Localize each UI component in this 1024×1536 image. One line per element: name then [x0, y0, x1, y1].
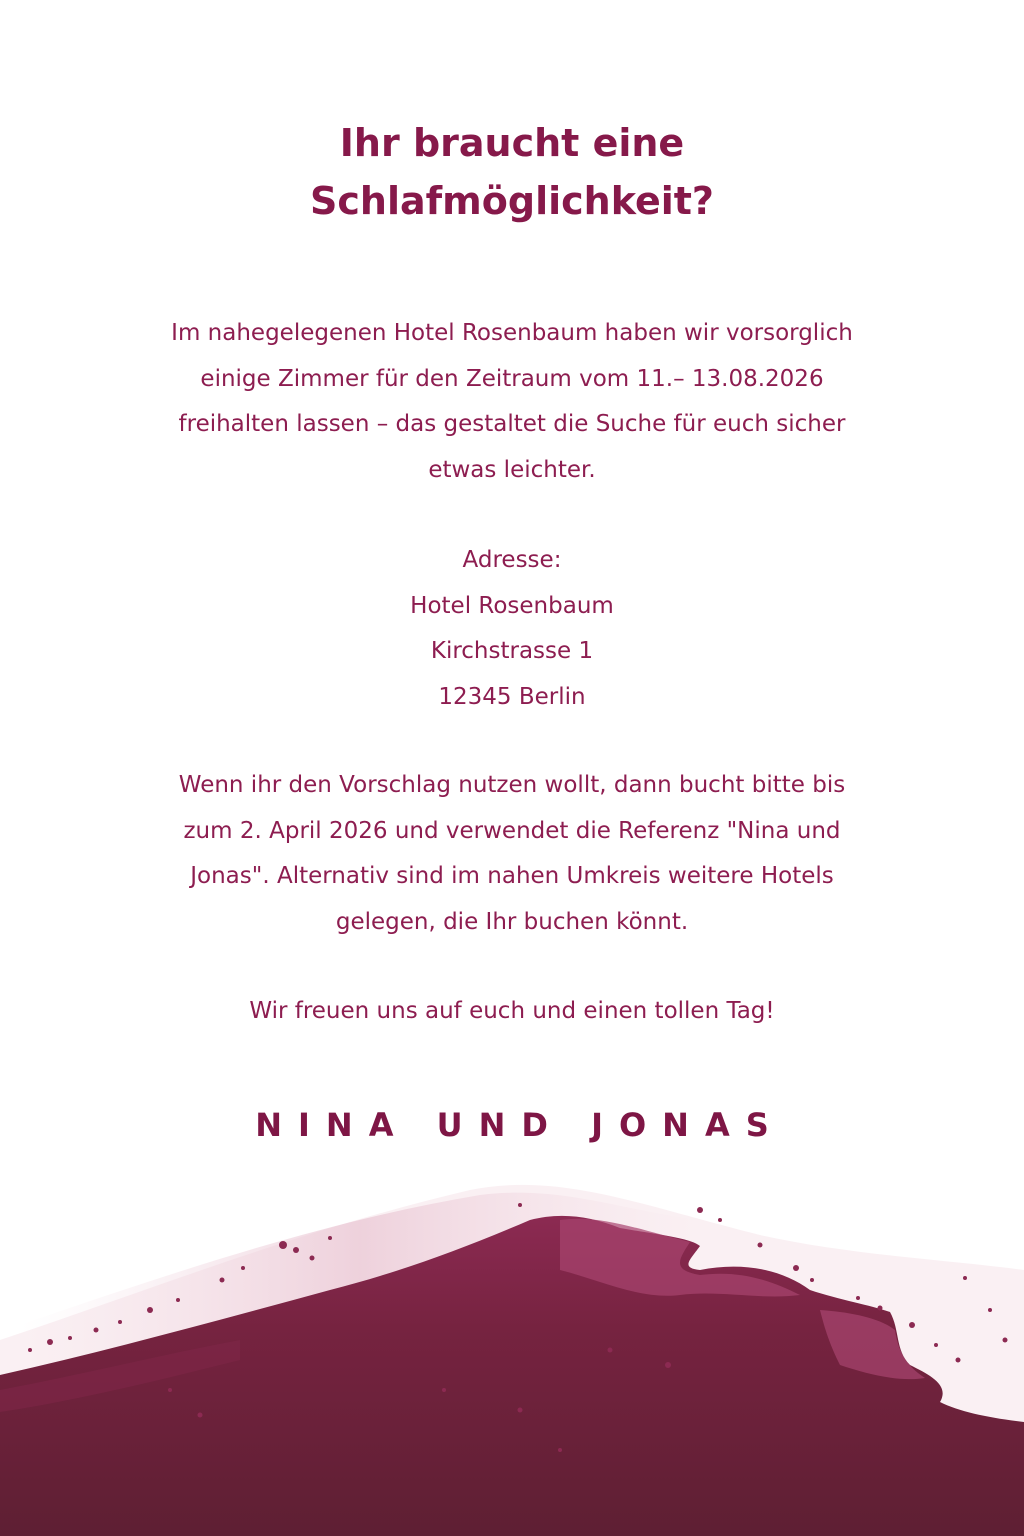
- address-street: Kirchstrasse 1: [430, 638, 594, 664]
- address-block: [0, 538, 1024, 720]
- address-hotel-name: Hotel Rosenbaum: [410, 592, 614, 619]
- booking-line-4: gelegen, die Ihr buchen könnt.: [335, 908, 689, 935]
- booking-line-3: Jonas". Alternativ sind im nahen Umkreis weitere Hotels: [190, 863, 834, 889]
- intro-paragraph: [0, 311, 1024, 493]
- page-title: [0, 114, 1024, 230]
- address-label: Adresse:: [462, 547, 562, 573]
- address-city: 12345 Berlin: [438, 683, 586, 710]
- intro-line-4: etwas leichter.: [428, 456, 596, 483]
- booking-line-2: zum 2. April 2026 und verwendet die Referenz "Nina und: [183, 817, 841, 844]
- title-line-1: Ihr braucht eine: [339, 121, 685, 165]
- closing-line: Wir freuen uns auf euch und einen tollen Tag!: [249, 998, 775, 1024]
- watercolor-paint-decoration: [0, 1150, 1024, 1536]
- closing-paragraph: [0, 989, 1024, 1035]
- intro-line-3: freihalten lassen – das gestaltet die Suche für euch sicher: [178, 411, 846, 437]
- booking-line-1: Wenn ihr den Vorschlag nutzen wollt, dann bucht bitte bis: [178, 772, 846, 798]
- intro-line-2: einige Zimmer für den Zeitraum vom 11.– 13.08.2026: [200, 365, 824, 392]
- intro-line-1: Im nahegelegenen Hotel Rosenbaum haben wir vorsorglich: [171, 320, 853, 346]
- signature: NINA UND JONAS: [255, 1106, 785, 1144]
- booking-paragraph: [0, 763, 1024, 945]
- title-line-2: Schlafmöglichkeit?: [310, 179, 714, 223]
